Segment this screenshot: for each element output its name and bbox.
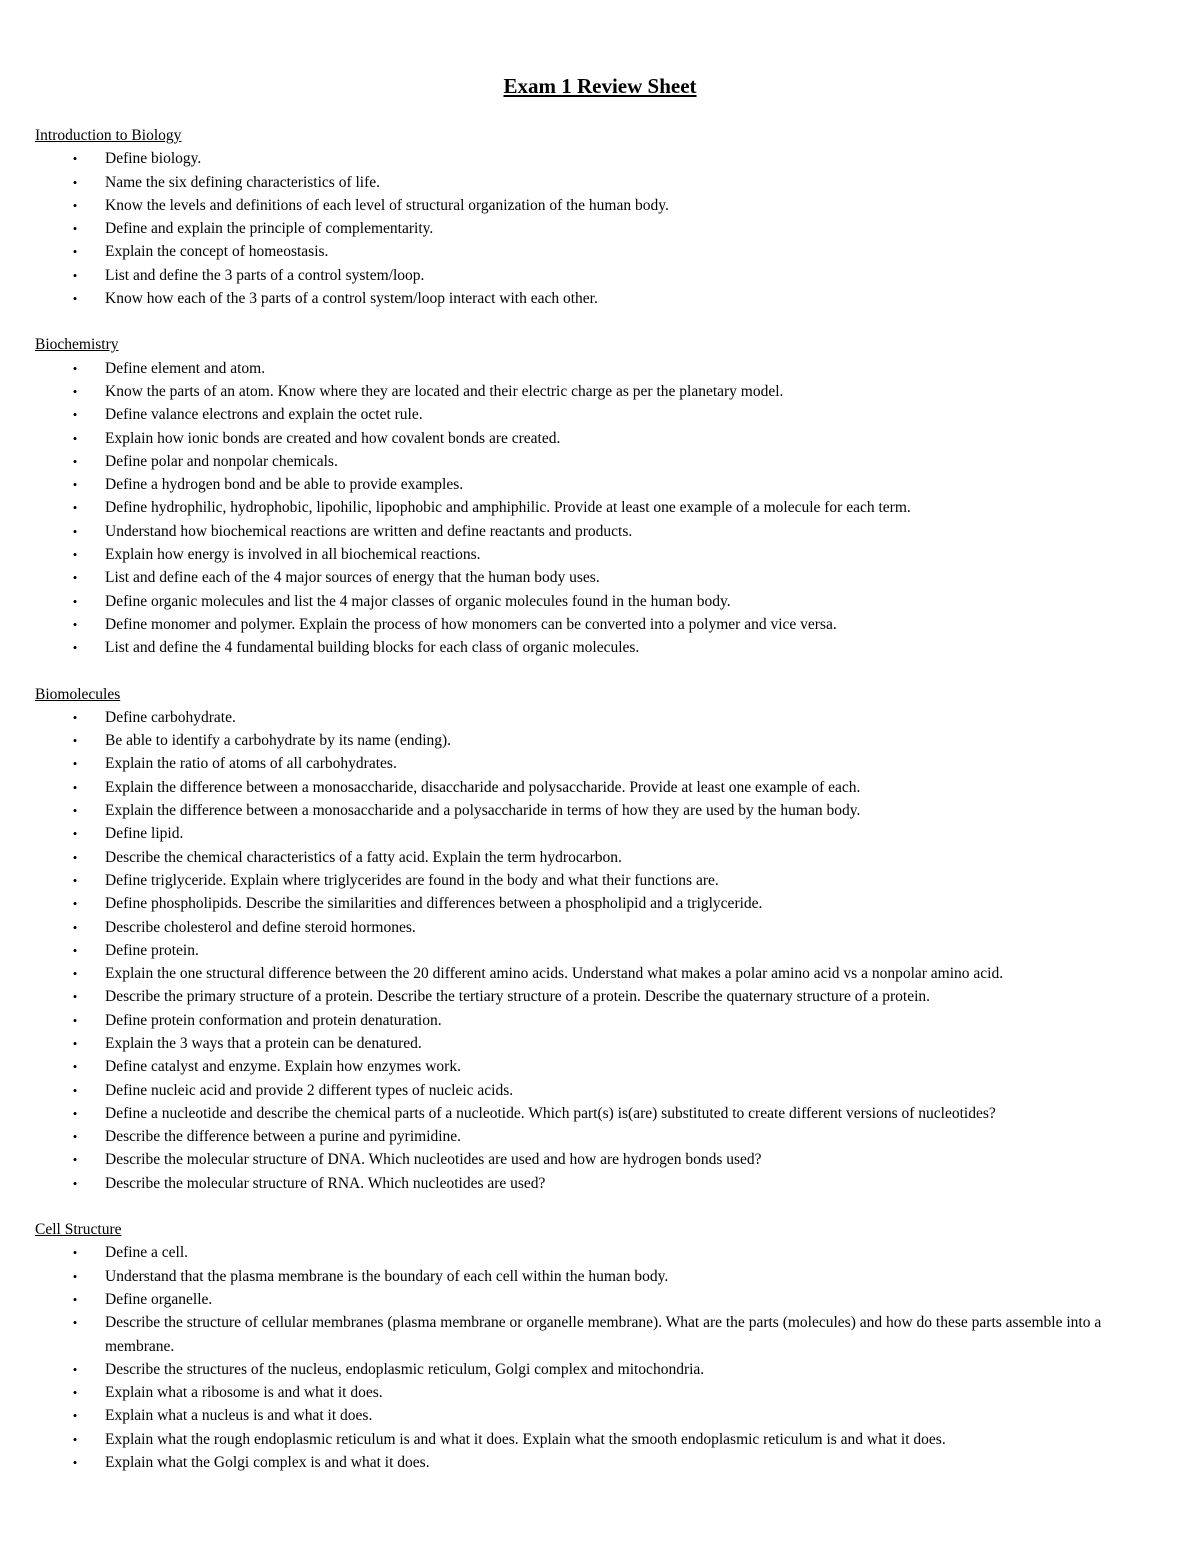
list-item (35, 147, 1145, 170)
list-item-text: Describe the structure of cellular membranes (plasma membrane or organelle membrane). What are the parts (molecules) and how do these parts assemble into a membrane. (105, 1314, 1102, 1355)
list-item-text: Describe the primary structure of a protein. Describe the tertiary structure of a protein. Describe the quaternary structure of a protein. (105, 988, 931, 1006)
list-item (35, 636, 1145, 659)
bullet-icon: • (72, 1408, 78, 1424)
bullet-icon: • (72, 1385, 78, 1401)
list-item (35, 473, 1145, 496)
bullet-icon: • (72, 383, 78, 399)
list-item (35, 1125, 1145, 1148)
list-item-text: Define triglyceride. Explain where triglycerides are found in the body and what their functions are. (105, 871, 719, 889)
list-item-text: Define organic molecules and list the 4 major classes of organic molecules found in the human body. (105, 592, 731, 610)
bullet-icon: • (72, 803, 78, 819)
list-item (35, 287, 1145, 310)
bullet-icon: • (72, 430, 78, 446)
list-item (35, 403, 1145, 426)
bullet-icon: • (72, 1315, 78, 1331)
bullet-icon: • (72, 407, 78, 423)
list-item (35, 496, 1145, 519)
list-item-text: Define lipid. (105, 825, 184, 843)
list-item-text: Explain how energy is involved in all biochemical reactions. (105, 546, 481, 564)
list-item-text: Understand that the plasma membrane is the boundary of each cell within the human body. (105, 1267, 669, 1285)
list-item-text: Name the six defining characteristics of life. (105, 173, 381, 191)
list-item-text: Know how each of the 3 parts of a control system/loop interact with each other. (105, 290, 598, 308)
list-item-text: Define a cell. (105, 1244, 189, 1262)
bullet-icon: • (72, 1245, 78, 1261)
list-item (35, 1288, 1145, 1311)
list-item-text: List and define the 3 parts of a control system/loop. (105, 266, 425, 284)
list-item-text: Explain the 3 ways that a protein can be denatured. (105, 1034, 422, 1052)
bullet-icon: • (72, 197, 78, 213)
item-list (35, 706, 1145, 1195)
list-item (35, 706, 1145, 729)
bullet-icon: • (72, 826, 78, 842)
item-list (35, 147, 1145, 310)
list-item (35, 264, 1145, 287)
bullet-icon: • (72, 1035, 78, 1051)
list-item-text: Explain the ratio of atoms of all carbohydrates. (105, 755, 397, 773)
section-cell-structure (35, 1218, 1145, 1474)
list-item-text: List and define the 4 fundamental building blocks for each class of organic molecules. (105, 639, 640, 657)
list-item (35, 380, 1145, 403)
bullet-icon: • (72, 942, 78, 958)
list-item-text: Explain how ionic bonds are created and how covalent bonds are created. (105, 429, 561, 447)
list-item (35, 1241, 1145, 1264)
list-item (35, 1265, 1145, 1288)
section-biochemistry (35, 333, 1145, 659)
list-item (35, 240, 1145, 263)
item-list (35, 357, 1145, 660)
bullet-icon: • (72, 570, 78, 586)
list-item-text: Explain what a nucleus is and what it does. (105, 1407, 373, 1425)
list-item (35, 543, 1145, 566)
bullet-icon: • (72, 616, 78, 632)
list-item-text: Explain what the Golgi complex is and what it does. (105, 1454, 430, 1472)
list-item-text: Define hydrophilic, hydrophobic, lipohilic, lipophobic and amphiphilic. Provide at least one example of a molecule for each term. (105, 499, 911, 517)
bullet-icon: • (72, 477, 78, 493)
list-item-text: Describe the chemical characteristics of a fatty acid. Explain the term hydrocarbon. (105, 848, 622, 866)
list-item-text: Be able to identify a carbohydrate by its name (ending). (105, 732, 452, 750)
list-item-text: Explain the concept of homeostasis. (105, 243, 329, 261)
bullet-icon: • (72, 872, 78, 888)
bullet-icon: • (72, 500, 78, 516)
item-list (35, 1241, 1145, 1474)
bullet-icon: • (72, 151, 78, 167)
list-item (35, 846, 1145, 869)
bullet-icon: • (72, 1105, 78, 1121)
bullet-icon: • (72, 1455, 78, 1471)
list-item (35, 171, 1145, 194)
list-item (35, 822, 1145, 845)
bullet-icon: • (72, 640, 78, 656)
list-item (35, 729, 1145, 752)
section-introduction-to-biology (35, 124, 1145, 310)
list-item (35, 916, 1145, 939)
list-item-text: Define phospholipids. Describe the similarities and differences between a phospholipid and a triglyceride. (105, 895, 763, 913)
list-item-text: Describe the molecular structure of DNA. Which nucleotides are used and how are hydrogen bonds used? (105, 1151, 762, 1169)
list-item (35, 962, 1145, 985)
section-biomolecules (35, 683, 1145, 1196)
list-item (35, 869, 1145, 892)
bullet-icon: • (72, 1175, 78, 1191)
list-item (35, 194, 1145, 217)
bullet-icon: • (72, 1268, 78, 1284)
list-item (35, 939, 1145, 962)
list-item (35, 985, 1145, 1008)
bullet-icon: • (72, 221, 78, 237)
list-item-text: Explain what a ribosome is and what it does. (105, 1384, 383, 1402)
list-item (35, 1172, 1145, 1195)
list-item-text: Describe the structures of the nucleus, endoplasmic reticulum, Golgi complex and mitochondria. (105, 1360, 705, 1378)
bullet-icon: • (72, 756, 78, 772)
bullet-icon: • (72, 733, 78, 749)
bullet-icon: • (72, 1012, 78, 1028)
section-heading: Biochemistry (35, 336, 119, 354)
bullet-icon: • (72, 453, 78, 469)
list-item-text: Define biology. (105, 150, 202, 168)
list-item-text: Explain the difference between a monosaccharide, disaccharide and polysaccharide. Provide at least one example of each. (105, 778, 861, 796)
list-item (35, 1358, 1145, 1381)
list-item-text: Define carbohydrate. (105, 708, 236, 726)
list-item-text: Describe the molecular structure of RNA. Which nucleotides are used? (105, 1174, 546, 1192)
bullet-icon: • (72, 989, 78, 1005)
list-item (35, 799, 1145, 822)
section-heading: Cell Structure (35, 1221, 122, 1239)
list-item-text: Understand how biochemical reactions are written and define reactants and products. (105, 522, 633, 540)
bullet-icon: • (72, 896, 78, 912)
bullet-icon: • (72, 360, 78, 376)
list-item-text: Define polar and nonpolar chemicals. (105, 452, 338, 470)
list-item (35, 1381, 1145, 1404)
list-item (35, 1148, 1145, 1171)
list-item (35, 776, 1145, 799)
bullet-icon: • (72, 593, 78, 609)
bullet-icon: • (72, 849, 78, 865)
bullet-icon: • (72, 174, 78, 190)
list-item (35, 217, 1145, 240)
list-item (35, 1451, 1145, 1474)
list-item (35, 1311, 1145, 1358)
bullet-icon: • (72, 1129, 78, 1145)
list-item (35, 1404, 1145, 1427)
bullet-icon: • (72, 1152, 78, 1168)
list-item (35, 357, 1145, 380)
bullet-icon: • (72, 1431, 78, 1447)
list-item-text: Define monomer and polymer. Explain the process of how monomers can be converted into a polymer and vice versa. (105, 615, 837, 633)
bullet-icon: • (72, 291, 78, 307)
bullet-icon: • (72, 779, 78, 795)
list-item-text: Explain the one structural difference between the 20 different amino acids. Understand what makes a polar amino acid vs a nonpolar amino acid. (105, 965, 1004, 983)
bullet-icon: • (72, 1082, 78, 1098)
list-item (35, 1032, 1145, 1055)
bullet-icon: • (72, 709, 78, 725)
list-item-text: Describe the difference between a purine and pyrimidine. (105, 1128, 462, 1146)
list-item-text: Define element and atom. (105, 359, 266, 377)
bullet-icon: • (72, 244, 78, 260)
list-item (35, 590, 1145, 613)
list-item (35, 1009, 1145, 1032)
list-item (35, 892, 1145, 915)
list-item-text: Explain what the rough endoplasmic reticulum is and what it does. Explain what the smooth endoplasmic reticulum is and what it does. (105, 1430, 946, 1448)
list-item-text: Know the parts of an atom. Know where they are located and their electric charge as per the planetary model. (105, 382, 784, 400)
page-title: Exam 1 Review Sheet (503, 74, 697, 98)
bullet-icon: • (72, 267, 78, 283)
list-item (35, 450, 1145, 473)
list-item-text: Know the levels and definitions of each level of structural organization of the human body. (105, 196, 669, 214)
list-item-text: Define protein. (105, 941, 199, 959)
list-item (35, 1428, 1145, 1451)
bullet-icon: • (72, 919, 78, 935)
list-item (35, 566, 1145, 589)
list-item-text: Describe cholesterol and define steroid hormones. (105, 918, 416, 936)
review-content (35, 124, 1145, 1497)
list-item-text: Define a hydrogen bond and be able to provide examples. (105, 476, 464, 494)
list-item-text: Define catalyst and enzyme. Explain how enzymes work. (105, 1058, 461, 1076)
list-item (35, 1079, 1145, 1102)
section-heading: Introduction to Biology (35, 127, 182, 144)
bullet-icon: • (72, 523, 78, 539)
bullet-icon: • (72, 1291, 78, 1307)
list-item-text: Explain the difference between a monosaccharide and a polysaccharide in terms of how they are used by the human body. (105, 802, 861, 820)
list-item-text: List and define each of the 4 major sources of energy that the human body uses. (105, 569, 600, 587)
list-item-text: Define protein conformation and protein denaturation. (105, 1011, 442, 1029)
list-item (35, 427, 1145, 450)
list-item (35, 1055, 1145, 1078)
list-item-text: Define organelle. (105, 1290, 213, 1308)
bullet-icon: • (72, 547, 78, 563)
list-item (35, 520, 1145, 543)
list-item-text: Define a nucleotide and describe the chemical parts of a nucleotide. Which part(s) is(are) substituted to create different versions of nucleotides? (105, 1104, 996, 1122)
bullet-icon: • (72, 1059, 78, 1075)
list-item (35, 752, 1145, 775)
list-item-text: Define valance electrons and explain the octet rule. (105, 406, 423, 424)
bullet-icon: • (72, 966, 78, 982)
list-item-text: Define nucleic acid and provide 2 different types of nucleic acids. (105, 1081, 514, 1099)
list-item-text: Define and explain the principle of complementarity. (105, 220, 434, 238)
list-item (35, 613, 1145, 636)
bullet-icon: • (72, 1361, 78, 1377)
list-item (35, 1102, 1145, 1125)
section-heading: Biomolecules (35, 685, 121, 703)
